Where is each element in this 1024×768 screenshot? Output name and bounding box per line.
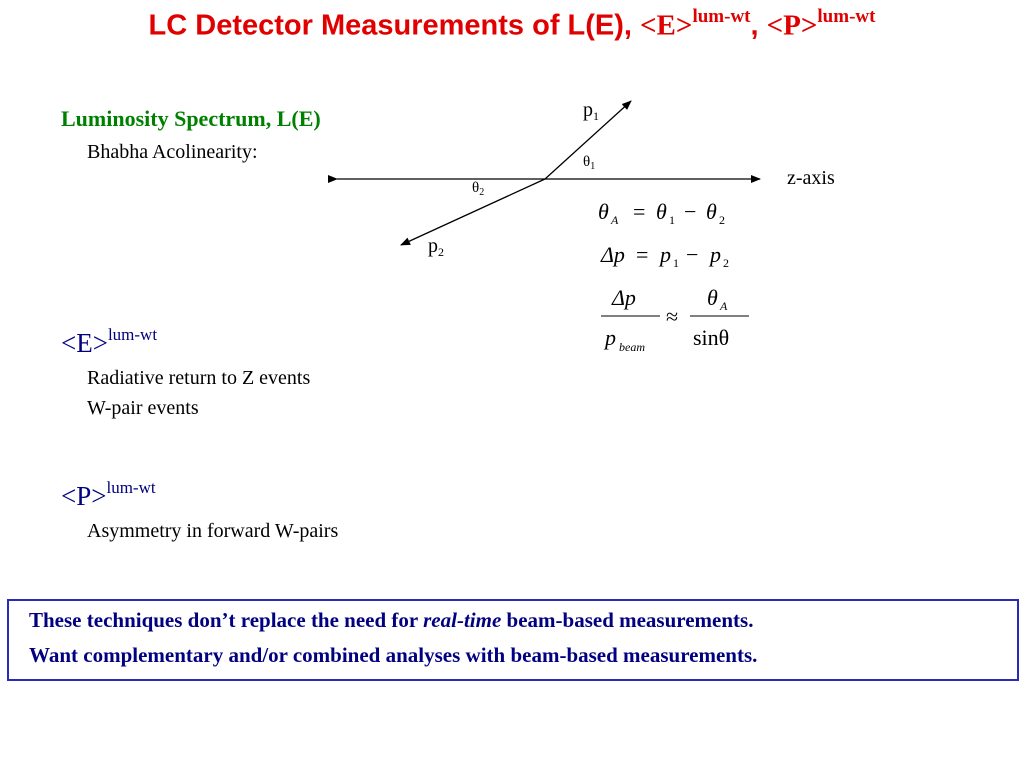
notice-line-1 (29, 608, 753, 633)
title-e: <E> (640, 9, 693, 42)
luminosity-subtitle: Bhabha Acolinearity: (87, 141, 258, 163)
svg-text:A: A (611, 213, 619, 227)
svg-text:−: − (684, 199, 697, 224)
theta2-label: $\theta_2$ (472, 180, 485, 198)
equation-ratio (601, 285, 749, 354)
svg-text:θ: θ (707, 285, 718, 310)
svg-text:sinθ: sinθ (693, 325, 730, 350)
energy-heading-sup: lum-wt (107, 325, 158, 344)
polarization-heading-text: <P> (61, 481, 107, 511)
title-p: <P> (766, 9, 818, 42)
svg-text:θ: θ (656, 199, 667, 224)
svg-text:A: A (720, 299, 728, 313)
svg-text:p: p (710, 242, 721, 267)
svg-text:2: 2 (719, 213, 725, 227)
svg-text:p: p (660, 242, 671, 267)
energy-heading-text: <E> (61, 328, 108, 358)
svg-text:2: 2 (723, 256, 729, 270)
svg-text:beam: beam (619, 340, 645, 354)
energy-item-wpair: W-pair events (87, 397, 199, 419)
notice-line-1-after: beam-based measurements. (501, 608, 754, 632)
svg-text:θ: θ (706, 199, 717, 224)
polarization-heading (61, 480, 156, 512)
svg-text:θ: θ (598, 199, 609, 224)
svg-text:Δp: Δp (601, 242, 625, 267)
svg-text:=: = (633, 199, 646, 224)
equation-theta-a (598, 199, 725, 227)
luminosity-heading: Luminosity Spectrum, L(E) (61, 106, 321, 131)
polarization-item-asymmetry: Asymmetry in forward W-pairs (87, 520, 339, 542)
p1-label: $p_1$ (583, 99, 599, 123)
svg-text:=: = (636, 242, 649, 267)
notice-line-1-emphasis: real-time (423, 608, 502, 632)
title-p-sup: lum-wt (817, 6, 876, 27)
equation-delta-p (600, 242, 729, 270)
title-main: LC Detector Measurements of L(E), (148, 9, 641, 42)
notice-line-2: Want complementary and/or combined analyses with beam-based measurements. (29, 643, 758, 667)
z-axis-label: z-axis (787, 167, 835, 189)
notice-box (7, 599, 1019, 681)
svg-text:1: 1 (673, 256, 679, 270)
title-sep: , (750, 9, 767, 42)
p2-label: $p_2$ (428, 235, 444, 259)
polarization-heading-sup: lum-wt (106, 478, 156, 497)
title-e-sup: lum-wt (692, 6, 751, 27)
svg-text:1: 1 (669, 213, 675, 227)
energy-heading (61, 327, 157, 359)
notice-line-1-before: These techniques don’t replace the need for (29, 608, 424, 632)
theta1-label: $\theta_1$ (583, 154, 596, 172)
svg-text:p: p (605, 325, 616, 350)
svg-text:−: − (686, 242, 699, 267)
svg-text:Δp: Δp (612, 285, 636, 310)
svg-text:≈: ≈ (666, 304, 679, 329)
energy-item-radiative: Radiative return to Z events (87, 367, 311, 389)
